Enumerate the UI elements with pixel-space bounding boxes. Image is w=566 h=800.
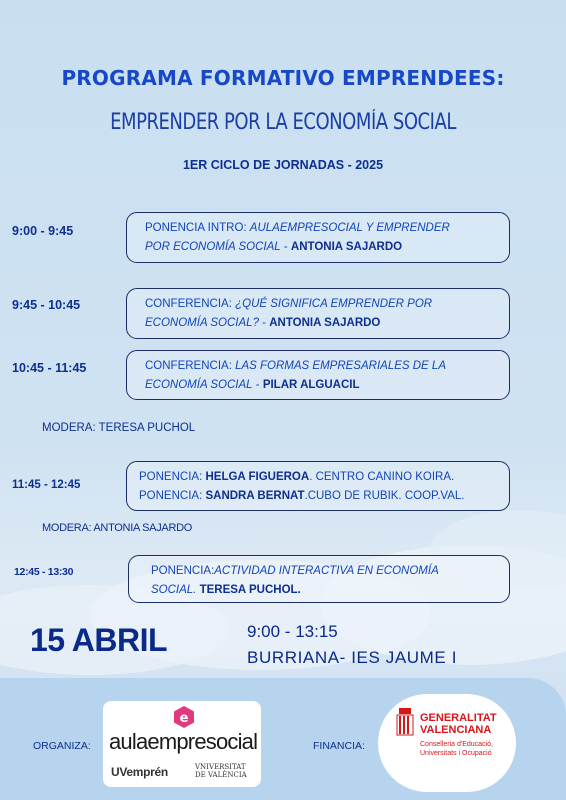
gv-emblem-icon (396, 708, 414, 736)
session-time: 11:45 - 12:45 (12, 479, 81, 491)
session-topic-cont: SOCIAL. (151, 584, 200, 596)
session-type: CONFERENCIA: (145, 298, 236, 310)
cycle-label: 1ER CICLO DE JORNADAS - 2025 (182, 158, 384, 172)
gv-department (420, 740, 493, 758)
session-topic-cont: ECONOMÍA SOCIAL? (145, 317, 259, 329)
program-subtitle: EMPRENDER POR LA ECONOMÍA SOCIAL (110, 110, 456, 135)
session-type: CONFERENCIA: (145, 360, 236, 372)
speaker-name: ANTONIA SAJARDO (290, 241, 403, 253)
svg-text:e: e (179, 711, 189, 726)
separator: - (252, 379, 263, 391)
gv-dept-line1: Conselleria d'Educació, (420, 741, 493, 748)
session-type: PONENCIA: (139, 471, 206, 483)
speaker-name: HELGA FIGUEROA (205, 471, 310, 483)
hexagon-e-icon (173, 705, 195, 729)
moderator-label: MODERA: TERESA PUCHOL (42, 422, 196, 434)
session-box (126, 350, 510, 400)
session-box (126, 461, 510, 511)
session-topic: AULAEMPRESOCIAL Y EMPRENDER (249, 222, 450, 234)
gv-dept-line2: Universitats i Ocupació (420, 750, 492, 757)
session-box (126, 288, 510, 339)
session-topic-cont: ECONOMÍA SOCIAL (145, 379, 253, 391)
organiza-label: ORGANIZA: (33, 740, 91, 752)
gv-name-line2: VALENCIANA (420, 724, 492, 736)
session-time: 9:45 - 10:45 (12, 298, 81, 312)
speaker-name: ANTONIA SAJARDO (269, 317, 381, 329)
session-box (128, 555, 510, 603)
session-time: 9:00 - 9:45 (12, 224, 74, 238)
session-type: PONENCIA: (139, 490, 206, 502)
event-hours: 9:00 - 13:15 (247, 622, 338, 641)
speaker-name: PILAR ALGUACIL (262, 379, 360, 391)
session-topic: ACTIVIDAD INTERACTIVA EN ECONOMÍA (214, 565, 439, 577)
financia-label: FINANCIA: (313, 740, 365, 752)
separator: - (280, 241, 291, 253)
uvempren-logo: UVemprén (111, 765, 168, 779)
organization: . CENTRO CANINO KOIRA. (309, 471, 455, 483)
speaker-name: SANDRA BERNAT (205, 490, 305, 502)
session-topic: LAS FORMAS EMPRESARIALES DE LA (235, 360, 446, 372)
gv-name-line1: GENERALITAT (420, 712, 497, 724)
session-topic-cont: POR ECONOMÍA SOCIAL (145, 241, 281, 253)
moderator-label: MODERA: ANTONIA SAJARDO (42, 522, 192, 534)
aulaempresocial-logo (103, 701, 261, 787)
speaker-name: TERESA PUCHOL. (199, 584, 301, 596)
program-title: PROGRAMA FORMATIVO EMPRENDEES: (61, 66, 505, 90)
aula-logo-text: aulaempresocial (109, 729, 258, 754)
session-time: 12:45 - 13:30 (14, 566, 74, 578)
session-time: 10:45 - 11:45 (12, 361, 87, 375)
uv-logo: VNIVERSITAT DE VALÈNCIA (195, 763, 247, 779)
generalitat-logo (378, 694, 516, 792)
event-place: BURRIANA- IES JAUME I (247, 648, 458, 667)
session-box (126, 212, 510, 263)
separator: - (258, 317, 270, 329)
session-type: PONENCIA INTRO: (145, 222, 250, 234)
session-type: PONENCIA: (151, 565, 215, 577)
event-date: 15 ABRIL (30, 622, 168, 658)
session-topic: ¿QUÉ SIGNIFICA EMPRENDER POR (235, 298, 433, 310)
gv-name (420, 712, 497, 736)
organization: .CUBO DE RUBIK. COOP.VAL. (304, 490, 465, 502)
